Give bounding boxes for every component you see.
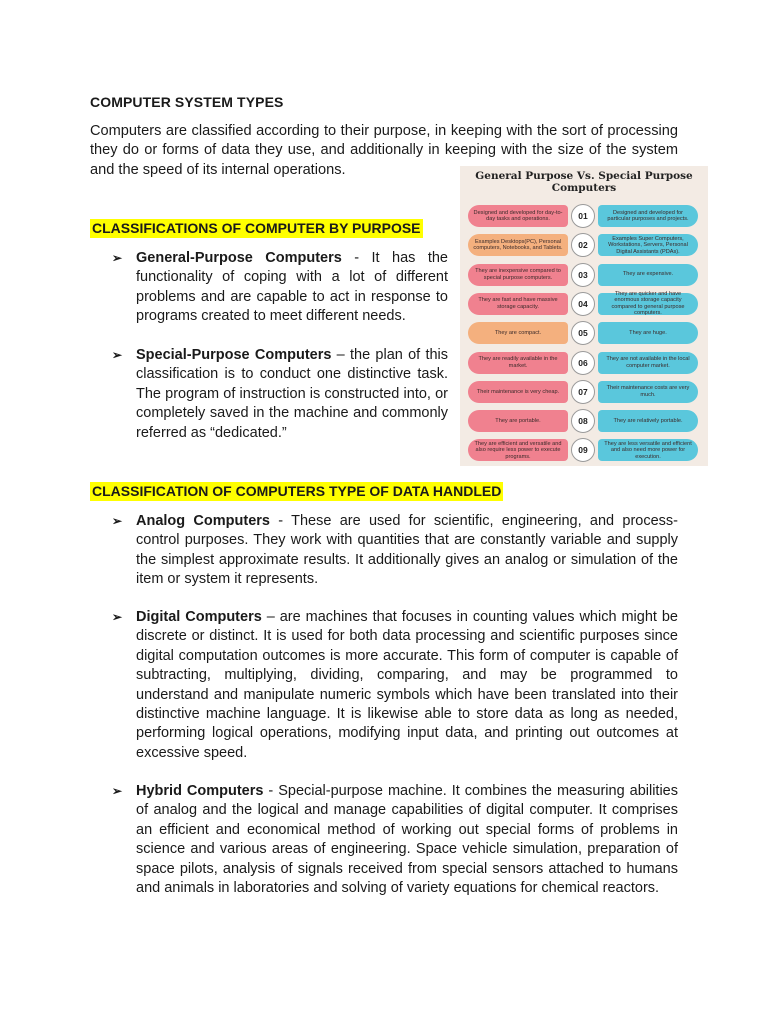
bullet-term: Analog Computers xyxy=(136,513,270,529)
special-purpose-cell: Designed and developed for particular purposes and projects. xyxy=(598,205,698,227)
list-item xyxy=(112,346,448,443)
row-number-badge: 04 xyxy=(571,292,595,316)
comparison-row xyxy=(460,349,708,375)
comparison-infographic xyxy=(460,166,708,466)
special-purpose-cell: They are less versatile and efficient and also need more power for execution. xyxy=(598,439,698,461)
section-heading-data-handled: CLASSIFICATION OF COMPUTERS TYPE OF DATA HANDLED xyxy=(92,483,502,499)
comparison-row xyxy=(460,407,708,433)
row-number-badge: 01 xyxy=(571,204,595,228)
arrow-bullet-icon: ➢ xyxy=(112,348,123,362)
document-title: COMPUTER SYSTEM TYPES xyxy=(90,94,284,110)
bullet-term: Special-Purpose Computers xyxy=(136,347,332,363)
comparison-row xyxy=(460,319,708,345)
comparison-row xyxy=(460,202,708,228)
general-purpose-cell: They are readily available in the market. xyxy=(468,352,568,374)
general-purpose-cell: Examples Desktops(PC), Personal computers, Notebooks, and Tablets. xyxy=(468,234,568,256)
comparison-row xyxy=(460,231,708,257)
row-number-badge: 06 xyxy=(571,351,595,375)
bullet-term: Digital Computers xyxy=(136,609,262,625)
list-item xyxy=(112,249,448,327)
bullet-term: Hybrid Computers xyxy=(136,783,264,799)
special-purpose-cell: They are not available in the local computer market. xyxy=(598,352,698,374)
bullet-text: – are machines that focuses in counting values which might be discrete or distinct. It is used for both data processing and scientific purposes since digital computation outcomes is more accurate. This form of computer is capable of subtracting, multiplying, dividing, comparing, and may be programmed to understand and manipulate numeric symbols which have been translated into their distinctive machine language. It is likewise able to store data as long as needed, performing logical operations, modifying input data, and printing out outcomes at excessive speed. xyxy=(136,609,678,761)
arrow-bullet-icon: ➢ xyxy=(112,610,123,624)
list-item xyxy=(112,512,678,590)
comparison-row xyxy=(460,378,708,404)
bullet-text: – the plan of this classification is to conduct one distinctive task. The program of instruction is constructed into, or completely saved in the machine and commonly referred as “dedicated.” xyxy=(136,347,449,441)
arrow-bullet-icon: ➢ xyxy=(112,514,123,528)
special-purpose-cell: They are relatively portable. xyxy=(598,410,698,432)
general-purpose-cell: They are inexpensive compared to special purpose computers. xyxy=(468,264,568,286)
intro-paragraph: Computers are classified according to their purpose, in keeping with the sort of processing they do or forms of data they use, and additionally in keeping with the size of the system and the speed of its internal operations. xyxy=(90,123,678,178)
bullet-text: - Special-purpose machine. It combines the measuring abilities of analog and the logical and manage capabilities of digital computer. It comprises an efficient and economical method of working out special forms of problems in science and various areas of engineering. Space vehicle simulation, preparation of space pilots, analysis of signals received from special sensors attached to humans and animals in laboratories and solving of variety equations for chemical reactors. xyxy=(136,783,678,897)
arrow-bullet-icon: ➢ xyxy=(112,784,123,798)
general-purpose-cell: Designed and developed for day-to-day tasks and operations. xyxy=(468,205,568,227)
comparison-row xyxy=(460,436,708,462)
row-number-badge: 03 xyxy=(571,263,595,287)
general-purpose-cell: Their maintenance is very cheap. xyxy=(468,381,568,403)
special-purpose-cell: They are huge. xyxy=(598,322,698,344)
bullet-text: - It has the functionality of coping with a lot of different problems and are capable to act in response to programs created to meet different needs. xyxy=(136,250,448,325)
comparison-row xyxy=(460,290,708,316)
row-number-badge: 02 xyxy=(571,233,595,257)
special-purpose-cell: Their maintenance costs are very much. xyxy=(598,381,698,403)
bullet-term: General-Purpose Computers xyxy=(136,250,342,266)
row-number-badge: 08 xyxy=(571,409,595,433)
general-purpose-cell: They are portable. xyxy=(468,410,568,432)
general-purpose-cell: They are compact. xyxy=(468,322,568,344)
special-purpose-cell: Examples Super Computers, Workstations, Servers, Personal Digital Assistants (PDAs). xyxy=(598,234,698,256)
infographic-title: General Purpose Vs. Special Purpose Computers xyxy=(475,170,693,194)
general-purpose-cell: They are fast and have massive storage capacity. xyxy=(468,293,568,315)
special-purpose-cell: They are quicker and have enormous storage capacity compared to general purpose computers. xyxy=(598,293,698,315)
general-purpose-cell: They are efficient and versatile and also require less power to execute programs. xyxy=(468,439,568,461)
row-number-badge: 09 xyxy=(571,438,595,462)
comparison-row xyxy=(460,261,708,287)
row-number-badge: 07 xyxy=(571,380,595,404)
special-purpose-cell: They are expensive. xyxy=(598,264,698,286)
list-item xyxy=(112,782,678,898)
arrow-bullet-icon: ➢ xyxy=(112,251,123,265)
bullet-text: - These are used for scientific, engineering, and process-control purposes. They work with quantities that are constantly variable and supply the simplest approximate results. It additionally gives an analog or simulation of the item or system it represents. xyxy=(136,513,678,588)
list-item xyxy=(112,608,678,763)
section-heading-purpose: CLASSIFICATIONS OF COMPUTER BY PURPOSE xyxy=(92,220,421,236)
row-number-badge: 05 xyxy=(571,321,595,345)
